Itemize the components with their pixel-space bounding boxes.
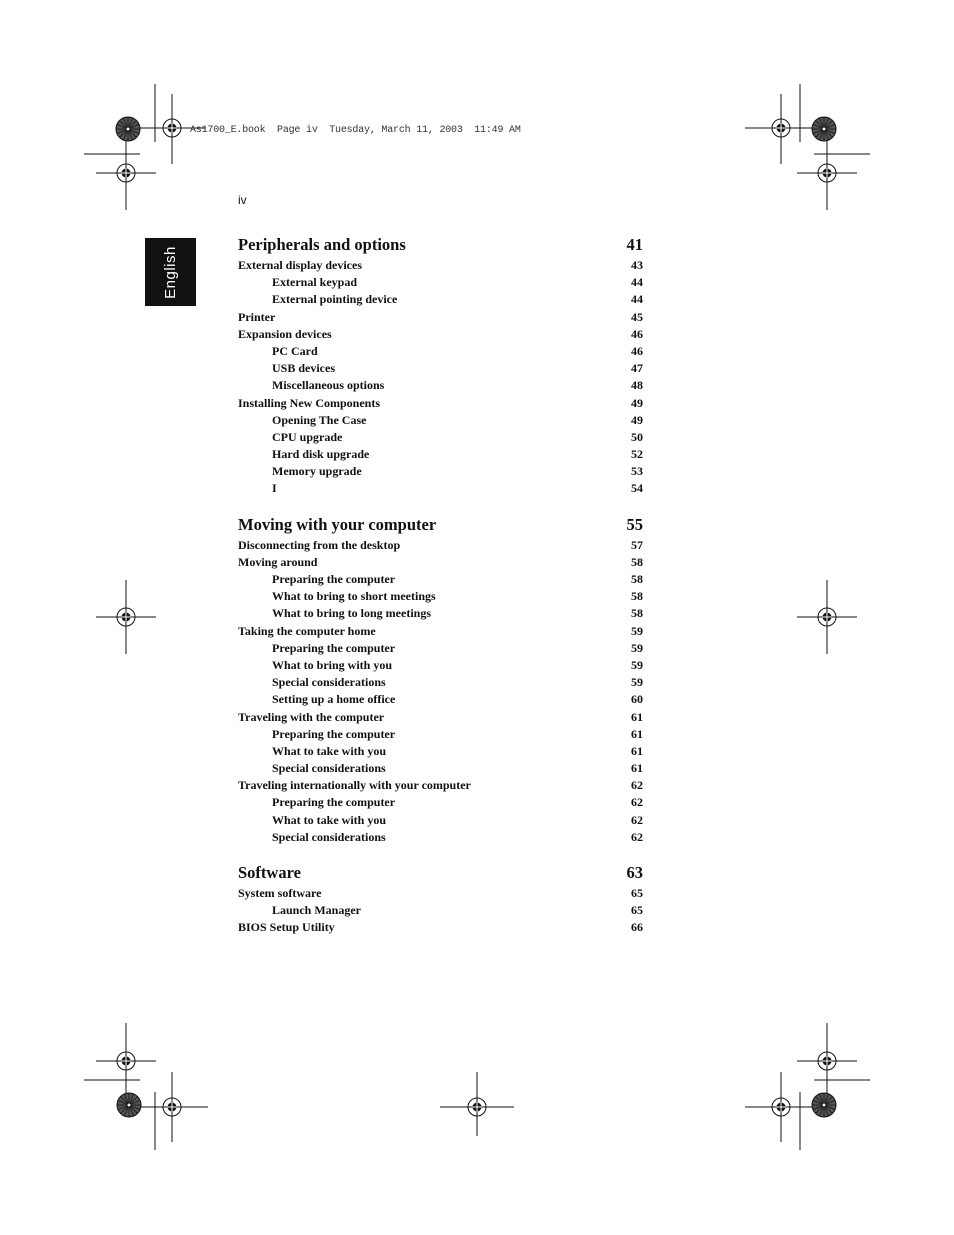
toc-entry-title: Setting up a home office — [272, 692, 396, 707]
toc-entry-page: 44 — [631, 275, 643, 290]
toc-entry-title: Moving around — [238, 554, 318, 569]
toc-entry-title: Special considerations — [272, 761, 386, 776]
toc-entry[interactable] — [238, 480, 643, 497]
toc-entry-title: External keypad — [272, 275, 358, 290]
toc-entry-title: Memory upgrade — [272, 464, 362, 479]
toc-entry-title: What to bring with you — [272, 657, 393, 672]
toc-entry-title: Special considerations — [272, 675, 386, 690]
toc-entry[interactable] — [238, 674, 643, 691]
toc-entry-title: Preparing the computer — [272, 795, 396, 810]
toc-entry[interactable] — [238, 412, 643, 429]
toc-entry-page: 61 — [631, 743, 643, 758]
toc-entry-title: Expansion devices — [238, 326, 332, 341]
toc-section-title: Moving with your computer — [238, 514, 437, 534]
toc-entry[interactable] — [238, 829, 643, 846]
toc-entry-title: What to take with you — [272, 812, 387, 827]
toc-entry[interactable] — [238, 709, 643, 726]
toc-entry-title: Disconnecting from the desktop — [238, 537, 401, 552]
toc-entry[interactable] — [238, 377, 643, 394]
toc-section-heading[interactable] — [238, 233, 643, 257]
toc-entry-title: External display devices — [238, 258, 363, 272]
toc-entry[interactable] — [238, 257, 643, 274]
toc-entry[interactable] — [238, 691, 643, 708]
toc-entry-page: 47 — [631, 361, 643, 376]
toc-entry-page: 49 — [631, 395, 643, 410]
toc-entry-page: 65 — [631, 886, 643, 900]
toc-entry[interactable] — [238, 794, 643, 811]
toc-entry-page: 61 — [631, 709, 643, 724]
toc-entry-page: 60 — [631, 692, 643, 707]
toc-entry-title: Preparing the computer — [272, 640, 396, 655]
toc-entry-page: 58 — [631, 606, 643, 621]
toc-entry-page: 43 — [631, 258, 643, 272]
toc-section — [238, 513, 643, 846]
toc-entry-page: 61 — [631, 726, 643, 741]
toc-entry-page: 66 — [631, 920, 643, 935]
toc-entry-page: 59 — [631, 657, 643, 672]
toc-entry-title: I — [272, 481, 277, 496]
print-slug: As1700_E.book Page iv Tuesday, March 11, 2003 11:49 AM — [190, 125, 521, 136]
toc-entry[interactable] — [238, 326, 643, 343]
toc-section — [238, 861, 643, 937]
toc-entry-page: 53 — [631, 464, 643, 479]
toc-entry-page: 50 — [631, 429, 643, 444]
toc-section-heading[interactable] — [238, 861, 643, 885]
toc-section-page: 55 — [626, 514, 643, 534]
toc-entry-title: What to bring to long meetings — [272, 606, 431, 621]
toc-entry[interactable] — [238, 446, 643, 463]
toc-entry[interactable] — [238, 343, 643, 360]
table-of-contents — [238, 233, 643, 952]
toc-section — [238, 233, 643, 498]
toc-entry-title: PC Card — [272, 343, 318, 358]
toc-entry-page: 59 — [631, 623, 643, 638]
toc-entry-page: 44 — [631, 292, 643, 307]
toc-entry-page: 58 — [631, 572, 643, 586]
toc-entry[interactable] — [238, 777, 643, 794]
toc-entry-title: CPU upgrade — [272, 429, 343, 444]
page-number: iv — [238, 193, 247, 207]
toc-entry[interactable] — [238, 743, 643, 760]
toc-entry-page: 48 — [631, 378, 643, 393]
toc-entry[interactable] — [238, 571, 643, 588]
toc-entry-page: 62 — [631, 829, 643, 844]
toc-entry-title: Hard disk upgrade — [272, 447, 370, 462]
toc-entry-page: 62 — [631, 795, 643, 810]
toc-entry-page: 58 — [631, 554, 643, 569]
toc-entry-page: 58 — [631, 589, 643, 604]
toc-entry-page: 46 — [631, 326, 643, 341]
toc-entry-title: Taking the computer home — [238, 623, 376, 638]
toc-entry[interactable] — [238, 605, 643, 622]
toc-entry[interactable] — [238, 726, 643, 743]
toc-entry-title: Traveling internationally with your computer — [238, 778, 471, 793]
toc-entry-title: Preparing the computer — [272, 726, 396, 741]
toc-entry-page: 65 — [631, 903, 643, 918]
language-tab-label: English — [162, 245, 180, 299]
toc-entry[interactable] — [238, 902, 643, 919]
toc-entry-page: 59 — [631, 640, 643, 655]
toc-entry[interactable] — [238, 291, 643, 308]
toc-entry[interactable] — [238, 760, 643, 777]
toc-entry-page: 46 — [631, 343, 643, 358]
toc-entry[interactable] — [238, 623, 643, 640]
toc-entry[interactable] — [238, 919, 643, 936]
toc-entry-title: Special considerations — [272, 829, 386, 844]
toc-entry-page: 49 — [631, 412, 643, 427]
toc-section-page: 63 — [626, 863, 643, 882]
toc-section-title: Peripherals and options — [238, 235, 406, 254]
toc-entry-title: Printer — [238, 309, 276, 324]
toc-entry[interactable] — [238, 463, 643, 480]
toc-entry-page: 62 — [631, 778, 643, 793]
toc-entry[interactable] — [238, 812, 643, 829]
toc-entry[interactable] — [238, 640, 643, 657]
toc-entry-title: Installing New Components — [238, 395, 381, 410]
toc-entry-title: System software — [238, 886, 322, 900]
toc-entry-page: 57 — [631, 537, 643, 552]
toc-entry[interactable] — [238, 360, 643, 377]
language-tab — [145, 238, 196, 306]
toc-entry-title: What to bring to short meetings — [272, 589, 436, 604]
toc-entry-page: 45 — [631, 309, 643, 324]
toc-entry-page: 62 — [631, 812, 643, 827]
toc-entry-title: Preparing the computer — [272, 572, 396, 586]
toc-entry-page: 52 — [631, 447, 643, 462]
toc-section-heading[interactable] — [238, 513, 643, 537]
toc-entry-title: Miscellaneous options — [272, 378, 385, 393]
toc-entry[interactable] — [238, 588, 643, 605]
toc-entry-page: 59 — [631, 675, 643, 690]
toc-section-page: 41 — [626, 235, 643, 254]
toc-entry[interactable] — [238, 429, 643, 446]
toc-entry[interactable] — [238, 274, 643, 291]
toc-entry-page: 54 — [631, 481, 643, 496]
toc-entry-title: USB devices — [272, 361, 335, 376]
toc-entry[interactable] — [238, 309, 643, 326]
toc-entry-title: Traveling with the computer — [238, 709, 385, 724]
toc-entry[interactable] — [238, 395, 643, 412]
toc-entry[interactable] — [238, 554, 643, 571]
toc-entry[interactable] — [238, 657, 643, 674]
toc-entry[interactable] — [238, 537, 643, 554]
toc-entry-title: External pointing device — [272, 292, 398, 307]
toc-entry-title: BIOS Setup Utility — [238, 920, 335, 935]
toc-entry[interactable] — [238, 885, 643, 902]
toc-entry-title: Launch Manager — [272, 903, 362, 918]
toc-section-title: Software — [238, 863, 301, 882]
toc-entry-title: What to take with you — [272, 743, 387, 758]
toc-entry-page: 61 — [631, 761, 643, 776]
toc-entry-title: Opening The Case — [272, 412, 367, 427]
